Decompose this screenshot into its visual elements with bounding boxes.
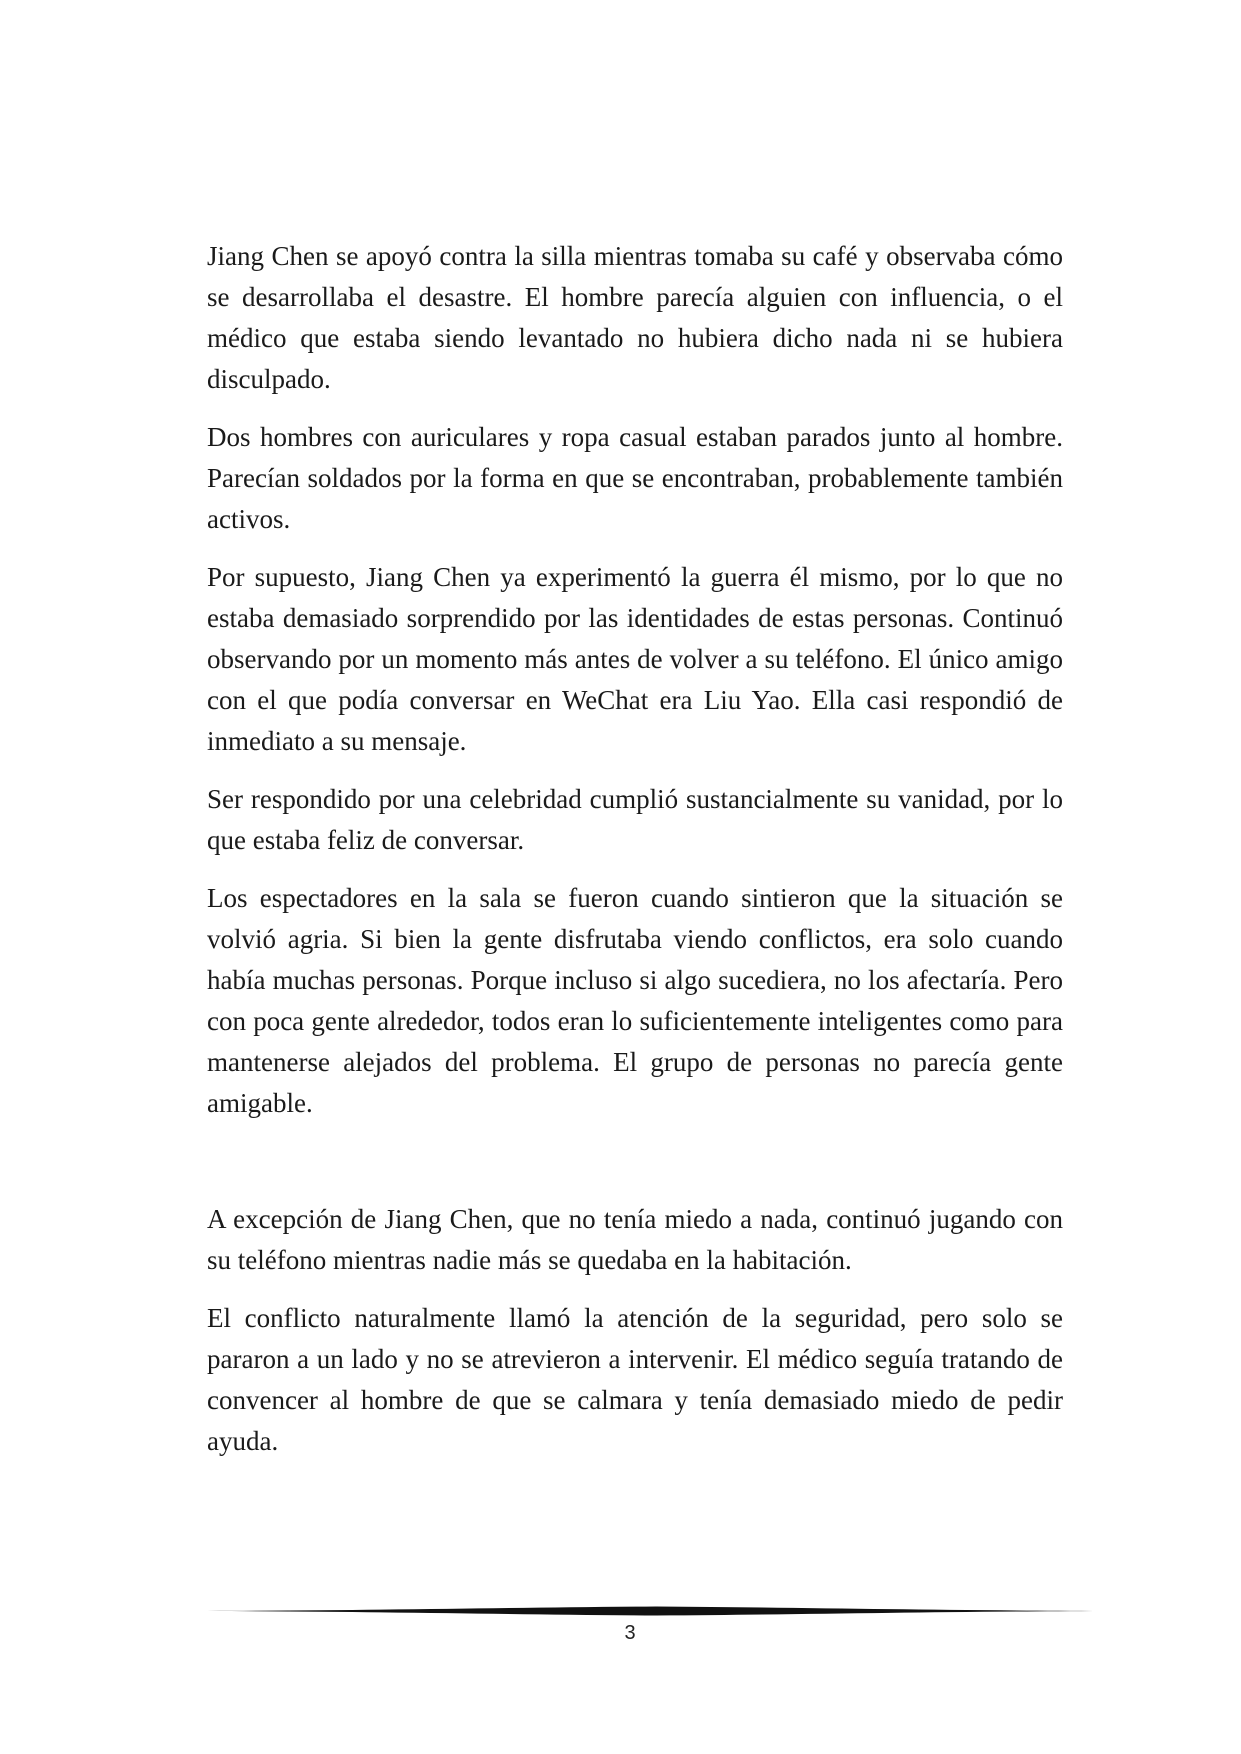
paragraph-4: Ser respondido por una celebridad cumplió sustancialmente su vanidad, por lo que estaba feliz de conversar. (207, 784, 1063, 855)
paragraph-7: El conflicto naturalmente llamó la atención de la seguridad, pero solo se pararon a un lado y no se atrevieron a intervenir. El médico seguía tratando de convencer al hombre de que se calmara y tenía demasiado miedo de pedir ayuda. (207, 1303, 1063, 1456)
paragraph-1: Jiang Chen se apoyó contra la silla mientras tomaba su café y observaba cómo se desarrollaba el desastre. El hombre parecía alguien con influencia, o el médico que estaba siendo levantado no hubiera dicho nada ni se hubiera disculpado. (207, 241, 1063, 394)
page-number: 3 (624, 1622, 636, 1644)
paragraph-2: Dos hombres con auriculares y ropa casual estaban parados junto al hombre. Parecían soldados por la forma en que se encontraban, probablemente también activos. (207, 422, 1063, 534)
body-text (207, 236, 1063, 1479)
section-gap (207, 1141, 1063, 1199)
paragraph-5: Los espectadores en la sala se fueron cuando sintieron que la situación se volvió agria. Si bien la gente disfrutaba viendo conflictos, era solo cuando había muchas personas. Porque incluso si algo sucediera, no los afectaría. Pero con poca gente alrededor, todos eran lo suficientemente inteligentes como para mantenerse alejados del problema. El grupo de personas no parecía gente amigable. (207, 883, 1063, 1118)
paragraph-6: A excepción de Jiang Chen, que no tenía miedo a nada, continuó jugando con su teléfono mientras nadie más se quedaba en la habitación. (207, 1204, 1063, 1275)
paragraph-3: Por supuesto, Jiang Chen ya experimentó la guerra él mismo, por lo que no estaba demasiado sorprendido por las identidades de estas personas. Continuó observando por un momento más antes de volver a su teléfono. El único amigo con el que podía conversar en WeChat era Liu Yao. Ella casi respondió de inmediato a su mensaje. (207, 562, 1063, 756)
footer-rule (207, 1604, 1105, 1618)
